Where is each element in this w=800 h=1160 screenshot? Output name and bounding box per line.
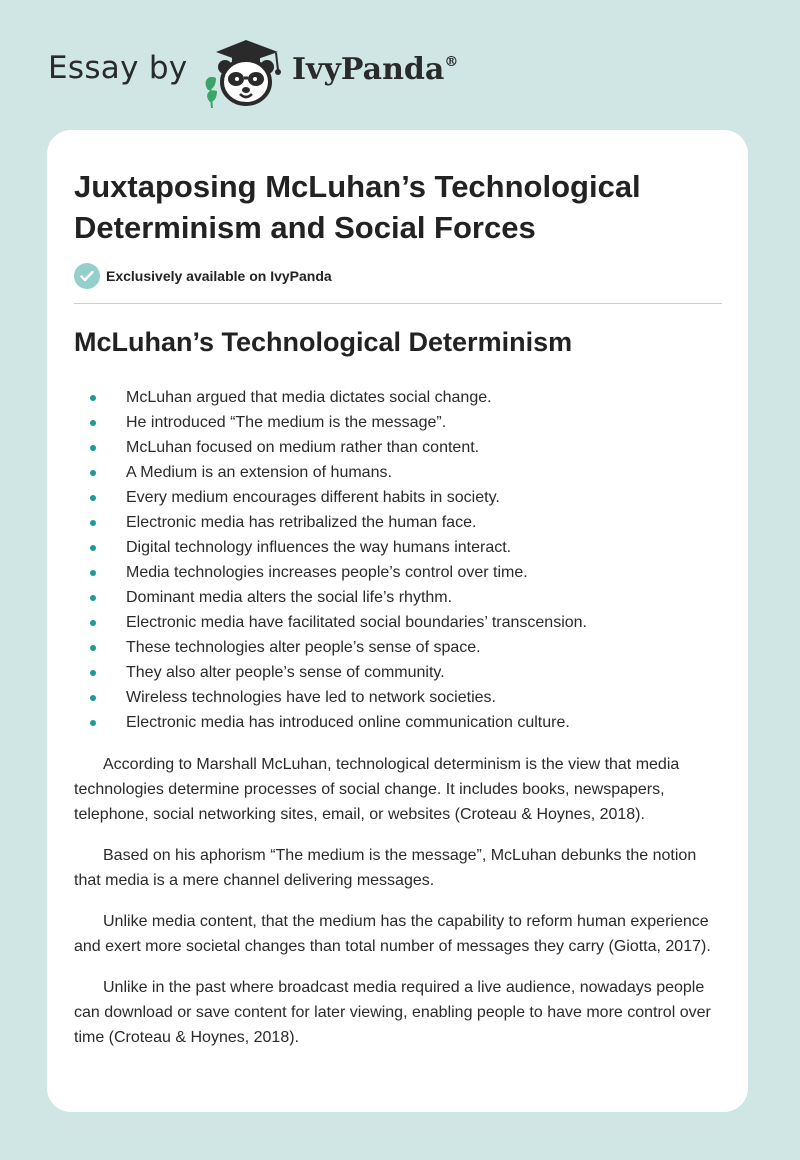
paragraph: Unlike media content, that the medium has the capability to reform human experience and exert more societal changes than total number of messages they carry (Giotta, 2017). — [74, 913, 711, 955]
paragraph: Unlike in the past where broadcast media required a live audience, nowadays people can download or save content for later viewing, enabling people to have more control over time (Croteau & Hoynes, 2018). — [74, 979, 711, 1046]
bullet-dot-icon — [90, 445, 96, 451]
divider — [74, 303, 722, 304]
bullet-dot-icon — [90, 395, 96, 401]
bullet-dot-icon — [90, 520, 96, 526]
bullet-dot-icon — [90, 645, 96, 651]
brand-header — [48, 36, 508, 106]
bullet-dot-icon — [90, 595, 96, 601]
list-item: McLuhan focused on medium rather than content. — [74, 435, 724, 460]
essay-card — [47, 130, 748, 1112]
brand-prefix: Essay by — [48, 50, 188, 86]
bullet-dot-icon — [90, 420, 96, 426]
bullet-dot-icon — [90, 545, 96, 551]
bullet-dot-icon — [90, 495, 96, 501]
list-item: He introduced “The medium is the message”. — [74, 410, 724, 435]
bullet-dot-icon — [90, 670, 96, 676]
bullet-list — [74, 385, 724, 735]
paragraph: Based on his aphorism “The medium is the message”, McLuhan debunks the notion that media is a mere channel delivering messages. — [74, 847, 697, 889]
check-icon — [74, 263, 100, 289]
section-heading: McLuhan’s Technological Determinism — [74, 327, 573, 357]
brand-name: IvyPanda® — [292, 52, 459, 87]
list-item: McLuhan argued that media dictates social change. — [74, 385, 724, 410]
list-item: Every medium encourages different habits in society. — [74, 485, 724, 510]
exclusive-label: Exclusively available on IvyPanda — [106, 268, 332, 284]
list-item: Media technologies increases people’s control over time. — [74, 560, 724, 585]
paragraph: According to Marshall McLuhan, technological determinism is the view that media technologies determine processes of social change. It includes books, newspapers, telephone, social networking sites, email, or websites (Croteau & Hoynes, 2018). — [74, 756, 680, 823]
list-item: These technologies alter people’s sense of space. — [74, 635, 724, 660]
list-item: They also alter people’s sense of community. — [74, 660, 724, 685]
list-item: Electronic media has retribalized the human face. — [74, 510, 724, 535]
panda-graduate-icon — [198, 36, 290, 110]
bullet-dot-icon — [90, 620, 96, 626]
body-text — [74, 752, 726, 1066]
bullet-dot-icon — [90, 695, 96, 701]
list-item: Electronic media has introduced online communication culture. — [74, 710, 724, 735]
list-item: Digital technology influences the way humans interact. — [74, 535, 724, 560]
list-item: A Medium is an extension of humans. — [74, 460, 724, 485]
bullet-dot-icon — [90, 570, 96, 576]
list-item: Electronic media have facilitated social boundaries’ transcension. — [74, 610, 724, 635]
list-item: Dominant media alters the social life’s rhythm. — [74, 585, 724, 610]
page-title: Juxtaposing McLuhan’s Technological Determinism and Social Forces — [74, 169, 641, 245]
bullet-dot-icon — [90, 720, 96, 726]
list-item: Wireless technologies have led to network societies. — [74, 685, 724, 710]
bullet-dot-icon — [90, 470, 96, 476]
